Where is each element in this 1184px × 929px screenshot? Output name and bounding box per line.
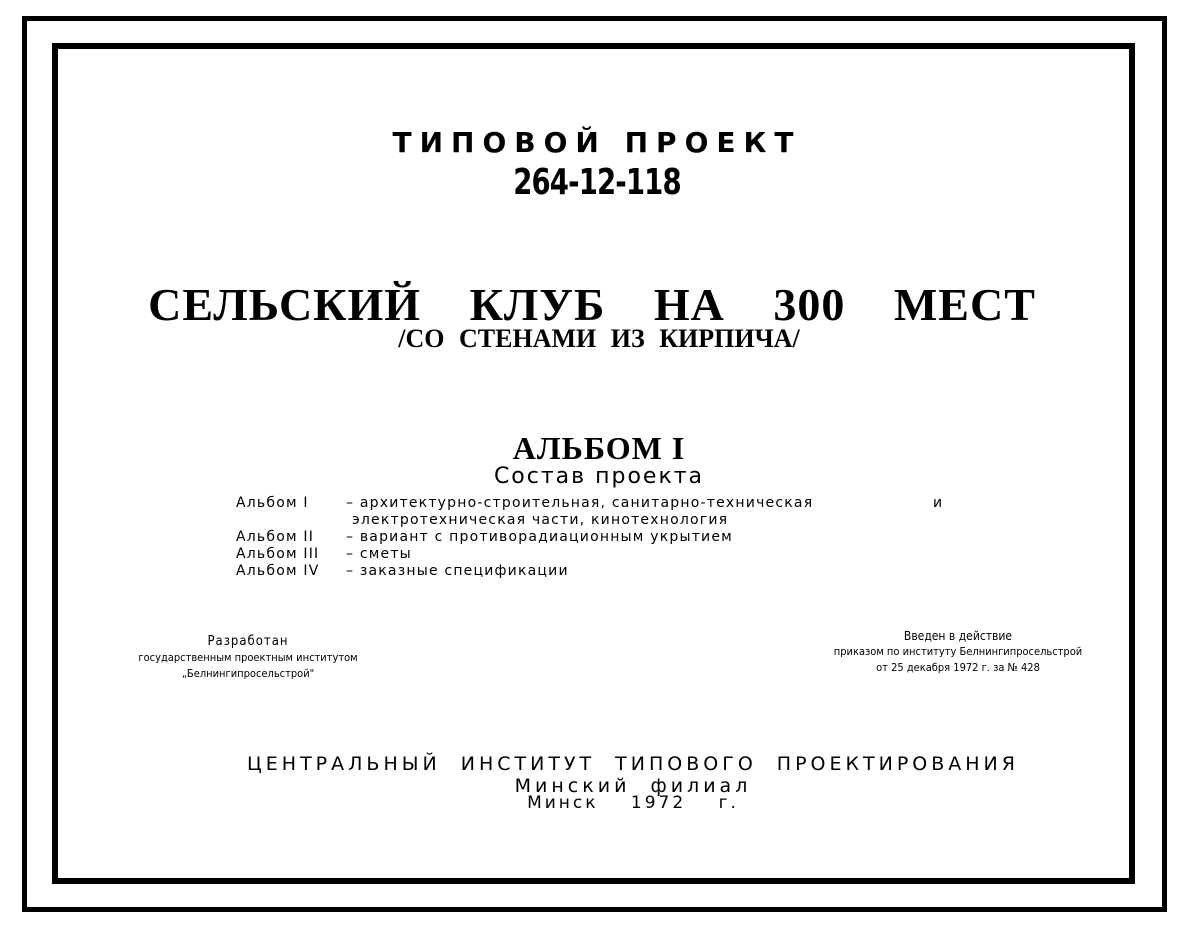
organization-name: ЦЕНТРАЛЬНЫЙ ИНСТИТУТ ТИПОВОГО ПРОЕКТИРОВАНИЯ [247,753,1019,775]
developer-heading: Разработан [207,634,289,649]
project-number: 264-12-118 [513,162,681,203]
album-description: – архитектурно-строительная, санитарно-техническая [346,495,814,511]
album-list-item [236,512,976,529]
enactment-order: приказом по институту Белнингипросельстрой [833,645,1083,658]
organization-branch: Минский филиал [514,775,752,797]
album-list-item [236,529,976,546]
album-label: Альбом IV [236,563,320,579]
album-description: – вариант с противорадиационным укрытием [346,529,733,545]
developer-block [118,634,378,682]
album-list-item [236,495,976,512]
document-title: СЕЛЬСКИЙ КЛУБ НА 300 МЕСТ [148,279,1036,330]
album-description: – сметы [346,546,412,562]
album-label: Альбом III [236,546,320,562]
composition-heading: Состав проекта [493,464,705,489]
enactment-heading: Введен в действие [903,629,1013,643]
album-description: – заказные спецификации [346,563,569,579]
city-year: Минск 1972 г. [527,793,739,813]
album-list [236,495,976,580]
album-description: электротехническая части, кинотехнология [352,512,729,528]
enactment-date: от 25 декабря 1972 г. за № 428 [876,661,1040,674]
album-label: Альбом II [236,529,315,545]
album-list-item [236,546,976,563]
enactment-block [808,628,1108,676]
album-title: АЛЬБОМ I [512,430,686,466]
developer-institute: „Белнингипросельстрой" [181,667,315,680]
album-label: Альбом I [236,495,309,511]
developer-line: государственным проектным институтом [138,651,358,664]
project-label: ТИПОВОЙ ПРОЕКТ [392,126,802,159]
album-description-tail: и [933,495,944,511]
document-subtitle: /СО СТЕНАМИ ИЗ КИРПИЧА/ [398,324,800,353]
album-list-item [236,563,976,580]
